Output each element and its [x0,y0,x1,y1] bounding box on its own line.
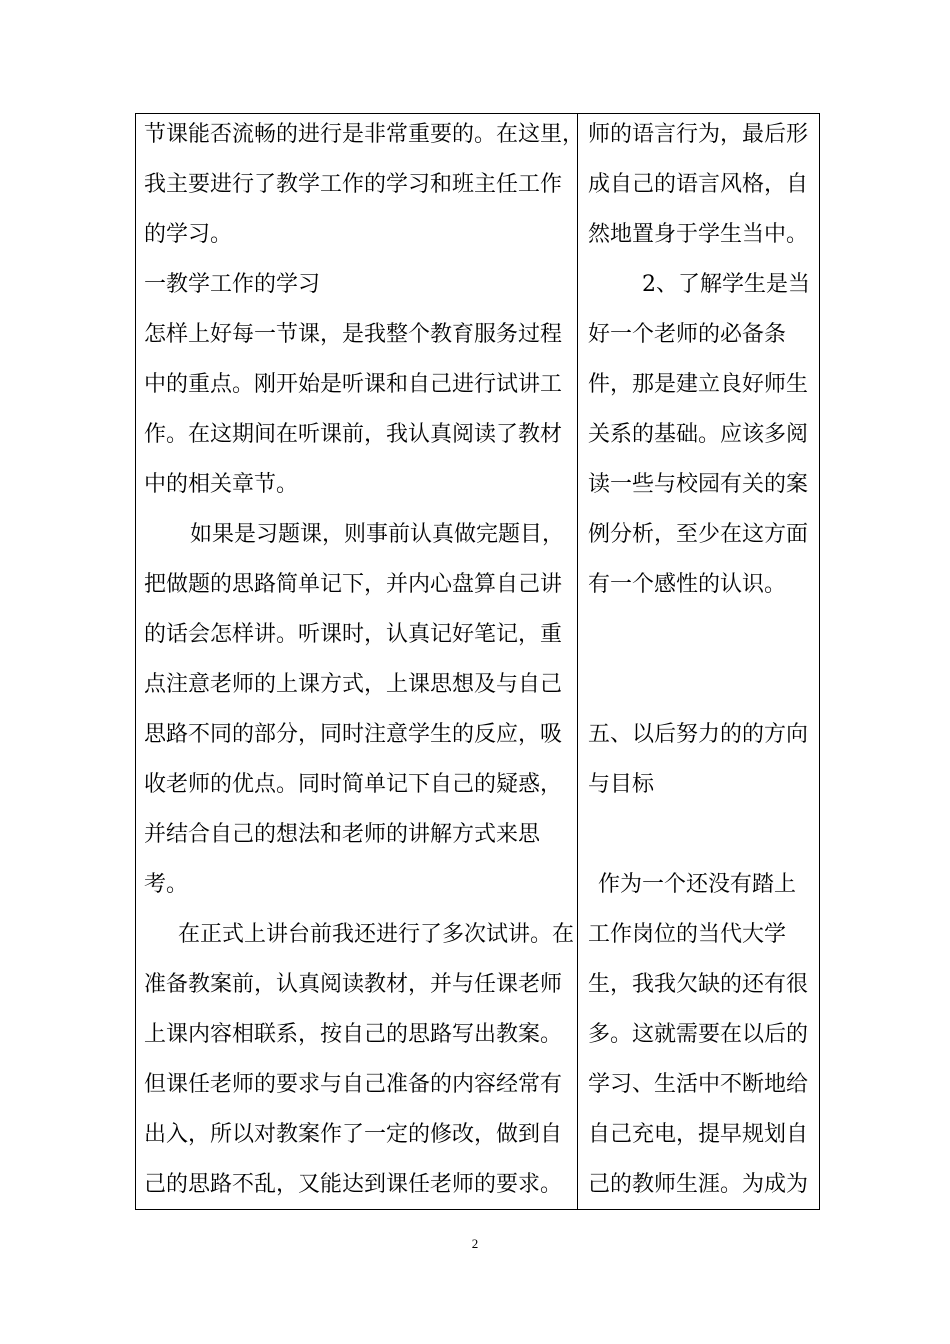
right-line: 学习、生活中不断地给 [588,1072,809,1097]
left-line: 己的思路不乱，又能达到课任老师的要求。 [144,1172,563,1197]
left-line: 怎样上好每一节课，是我整个教育服务过程 [144,322,563,347]
left-line: 把做题的思路简单记下，并内心盘算自己讲 [144,572,563,597]
left-line: 考。 [144,872,189,897]
section-heading: 五、以后努力的的方向 [588,722,809,747]
left-line: 并结合自己的想法和老师的讲解方式来思 [144,822,541,847]
right-line: 2、了解学生是当 [642,272,810,297]
column-divider [577,114,578,1209]
left-line: 的话会怎样讲。听课时，认真记好笔记，重 [144,622,563,647]
right-line: 成自己的语言风格，自 [588,172,809,197]
left-line: 思路不同的部分，同时注意学生的反应，吸 [144,722,563,747]
left-line: 收老师的优点。同时简单记下自己的疑惑， [144,772,563,797]
left-line: 出入，所以对教案作了一定的修改，做到自 [144,1122,563,1147]
left-line: 上课内容相联系，按自己的思路写出教案。 [144,1022,563,1047]
right-line: 有一个感性的认识。 [588,572,787,597]
left-line: 的学习。 [144,222,233,247]
right-line: 好一个老师的必备条 [588,322,787,347]
right-line: 例分析，至少在这方面 [588,522,809,547]
left-line: 中的相关章节。 [144,472,299,497]
right-line: 然地置身于学生当中。 [588,222,809,247]
left-line: 点注意老师的上课方式，上课思想及与自己 [144,672,563,697]
right-line: 己的教师生涯。为成为 [588,1172,809,1197]
left-line: 准备教案前，认真阅读教材，并与任课老师 [144,972,563,997]
left-line: 节课能否流畅的进行是非常重要的。在这里， [144,122,585,147]
right-line: 读一些与校园有关的案 [588,472,809,497]
left-line: 我主要进行了教学工作的学习和班主任工作 [144,172,563,197]
right-line: 师的语言行为，最后形 [588,122,809,147]
right-line: 关系的基础。应该多阅 [588,422,809,447]
left-line: 如果是习题课，则事前认真做完题目， [190,522,565,547]
right-line: 件，那是建立良好师生 [588,372,809,397]
right-line: 自己充电，提早规划自 [588,1122,809,1147]
right-line: 工作岗位的当代大学 [588,922,787,947]
section-heading: 与目标 [588,772,655,797]
section-heading: 一教学工作的学习 [144,272,321,297]
right-line: 多。这就需要在以后的 [588,1022,809,1047]
page-number: 2 [471,1236,479,1251]
left-line: 作。在这期间在听课前，我认真阅读了教材 [144,422,563,447]
left-line: 在正式上讲台前我还进行了多次试讲。在 [178,922,575,947]
right-line: 作为一个还没有踏上 [598,872,797,897]
left-line: 中的重点。刚开始是听课和自己进行试讲工 [144,372,563,397]
right-line: 生，我我欠缺的还有很 [588,972,809,997]
two-column-table [135,113,820,1210]
left-line: 但课任老师的要求与自己准备的内容经常有 [144,1072,563,1097]
